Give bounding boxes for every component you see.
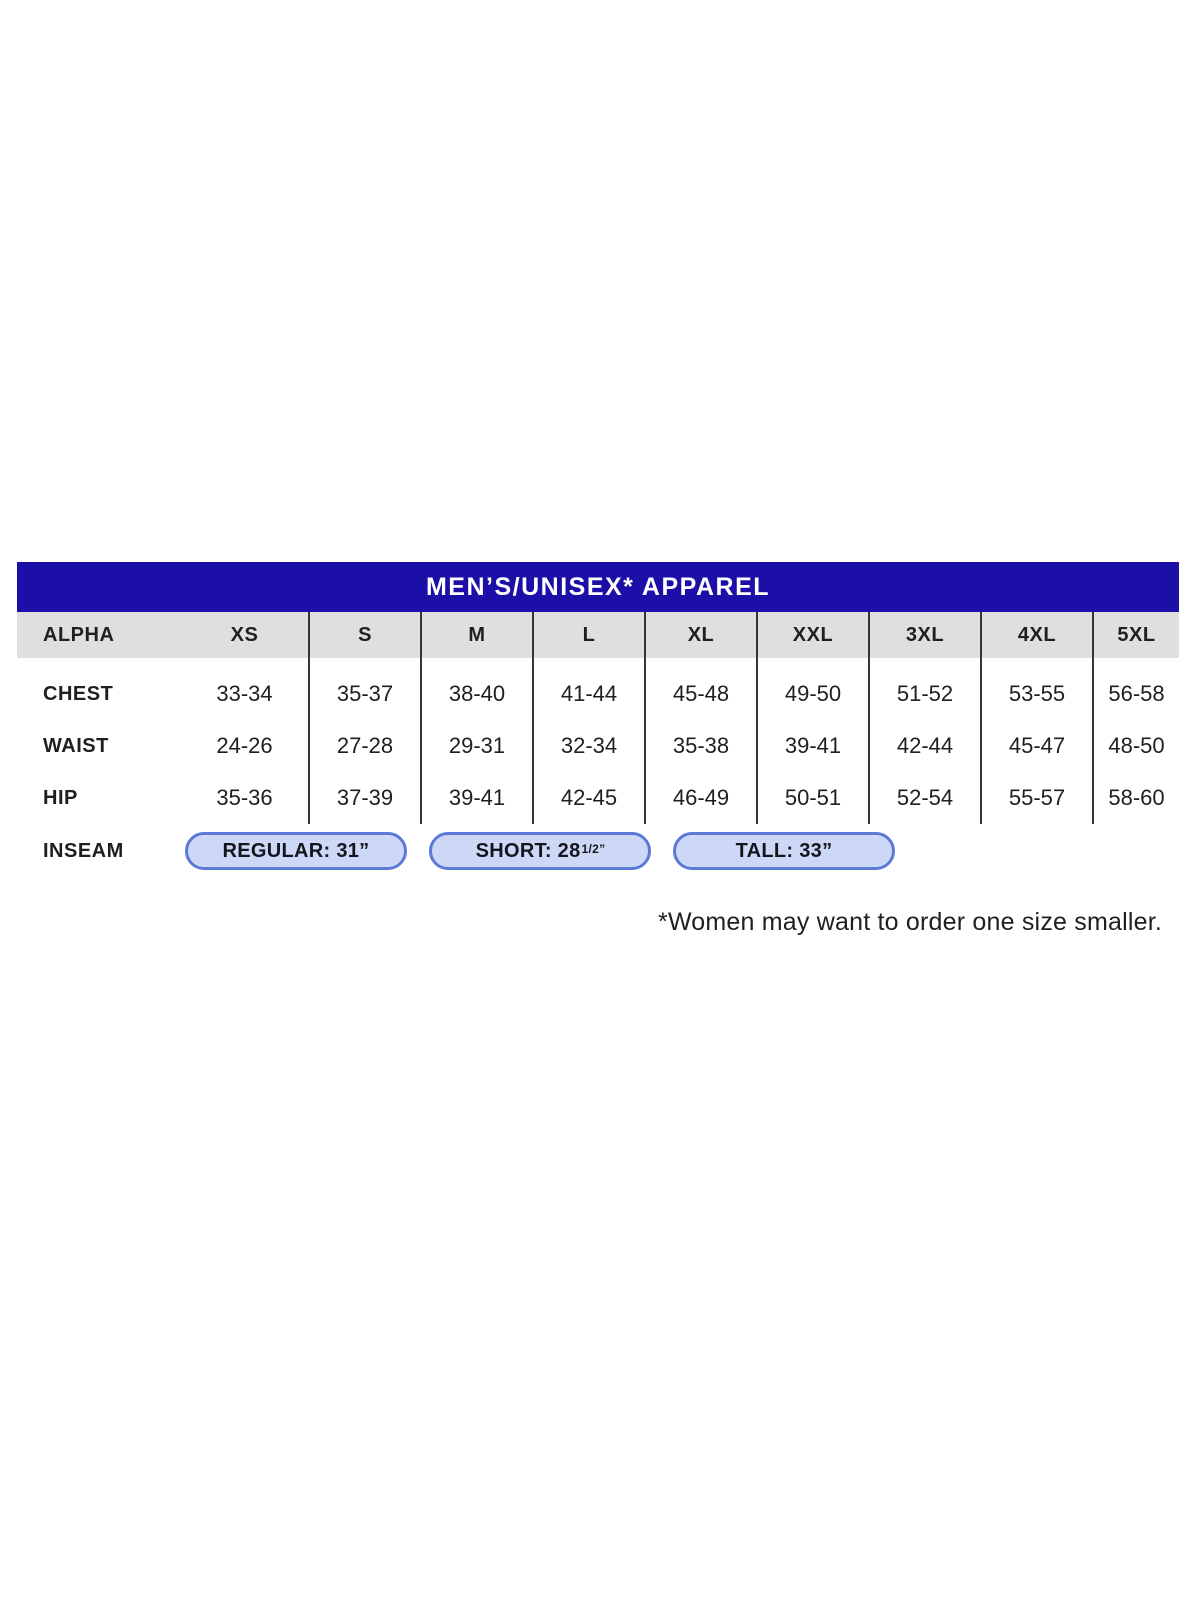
cell-chest-xs: 33-34 xyxy=(216,681,273,706)
col-header-xxl: XXL xyxy=(756,612,868,658)
col-header-xs: XS xyxy=(181,612,308,658)
cell-waist-s: 27-28 xyxy=(308,720,420,772)
spacer-cell xyxy=(308,658,420,668)
inseam-pill-regular xyxy=(185,832,407,870)
col-header-5xl: 5XL xyxy=(1092,612,1179,658)
spacer-cell xyxy=(756,658,868,668)
footnote-text: *Women may want to order one size smaller. xyxy=(658,908,1162,936)
spacer-cell xyxy=(644,658,756,668)
cell-hip-xs: 35-36 xyxy=(216,785,273,810)
col-header-m: M xyxy=(420,612,532,658)
spacer-cell xyxy=(980,658,1092,668)
inseam-row xyxy=(17,832,1179,870)
cell-waist-3xl: 42-44 xyxy=(868,720,980,772)
cell-hip-4xl: 55-57 xyxy=(980,772,1092,824)
cell-waist-l: 32-34 xyxy=(532,720,644,772)
cell-waist-m: 29-31 xyxy=(420,720,532,772)
cell-waist-5xl: 48-50 xyxy=(1092,720,1179,772)
col-header-l: L xyxy=(532,612,644,658)
row-label-chest: CHEST xyxy=(43,682,114,705)
cell-waist-xl: 35-38 xyxy=(644,720,756,772)
col-header-xl: XL xyxy=(644,612,756,658)
cell-chest-l: 41-44 xyxy=(532,668,644,720)
col-header-s: S xyxy=(308,612,420,658)
cell-waist-xxl: 39-41 xyxy=(756,720,868,772)
col-header-alpha: ALPHA xyxy=(17,612,181,658)
cell-hip-xxl: 50-51 xyxy=(756,772,868,824)
row-label-waist: WAIST xyxy=(43,734,109,757)
spacer-cell xyxy=(420,658,532,668)
inseam-pill-text: SHORT: 28 xyxy=(475,839,581,862)
cell-hip-5xl: 58-60 xyxy=(1092,772,1179,824)
inseam-pill-text: REGULAR: 31” xyxy=(222,839,370,862)
col-header-4xl: 4XL xyxy=(980,612,1092,658)
cell-waist-xs: 24-26 xyxy=(216,733,273,758)
spacer-cell xyxy=(532,658,644,668)
inseam-pill-short: SHORT: 28 $^{1/2”}$ xyxy=(429,832,651,870)
cell-chest-xl: 45-48 xyxy=(644,668,756,720)
row-label-hip: HIP xyxy=(43,786,78,809)
table-title: MEN’S/UNISEX* APPAREL xyxy=(17,562,1179,612)
cell-chest-3xl: 51-52 xyxy=(868,668,980,720)
cell-chest-s: 35-37 xyxy=(308,668,420,720)
inseam-pills xyxy=(185,832,917,870)
row-label-inseam: INSEAM xyxy=(43,839,124,862)
cell-chest-m: 38-40 xyxy=(420,668,532,720)
cell-chest-5xl: 56-58 xyxy=(1092,668,1179,720)
spacer-cell xyxy=(17,658,181,668)
cell-chest-xxl: 49-50 xyxy=(756,668,868,720)
spacer-cell xyxy=(1092,658,1179,668)
cell-hip-3xl: 52-54 xyxy=(868,772,980,824)
cell-hip-m: 39-41 xyxy=(420,772,532,824)
spacer-cell xyxy=(181,658,308,668)
col-header-3xl: 3XL xyxy=(868,612,980,658)
cell-hip-s: 37-39 xyxy=(308,772,420,824)
cell-hip-l: 42-45 xyxy=(532,772,644,824)
size-chart-table xyxy=(17,562,1179,870)
cell-chest-4xl: 53-55 xyxy=(980,668,1092,720)
cell-hip-xl: 46-49 xyxy=(644,772,756,824)
inseam-pill-tall xyxy=(673,832,895,870)
inseam-pill-text: TALL: 33” xyxy=(735,839,833,862)
spacer-cell xyxy=(868,658,980,668)
cell-waist-4xl: 45-47 xyxy=(980,720,1092,772)
size-grid xyxy=(17,612,1179,824)
